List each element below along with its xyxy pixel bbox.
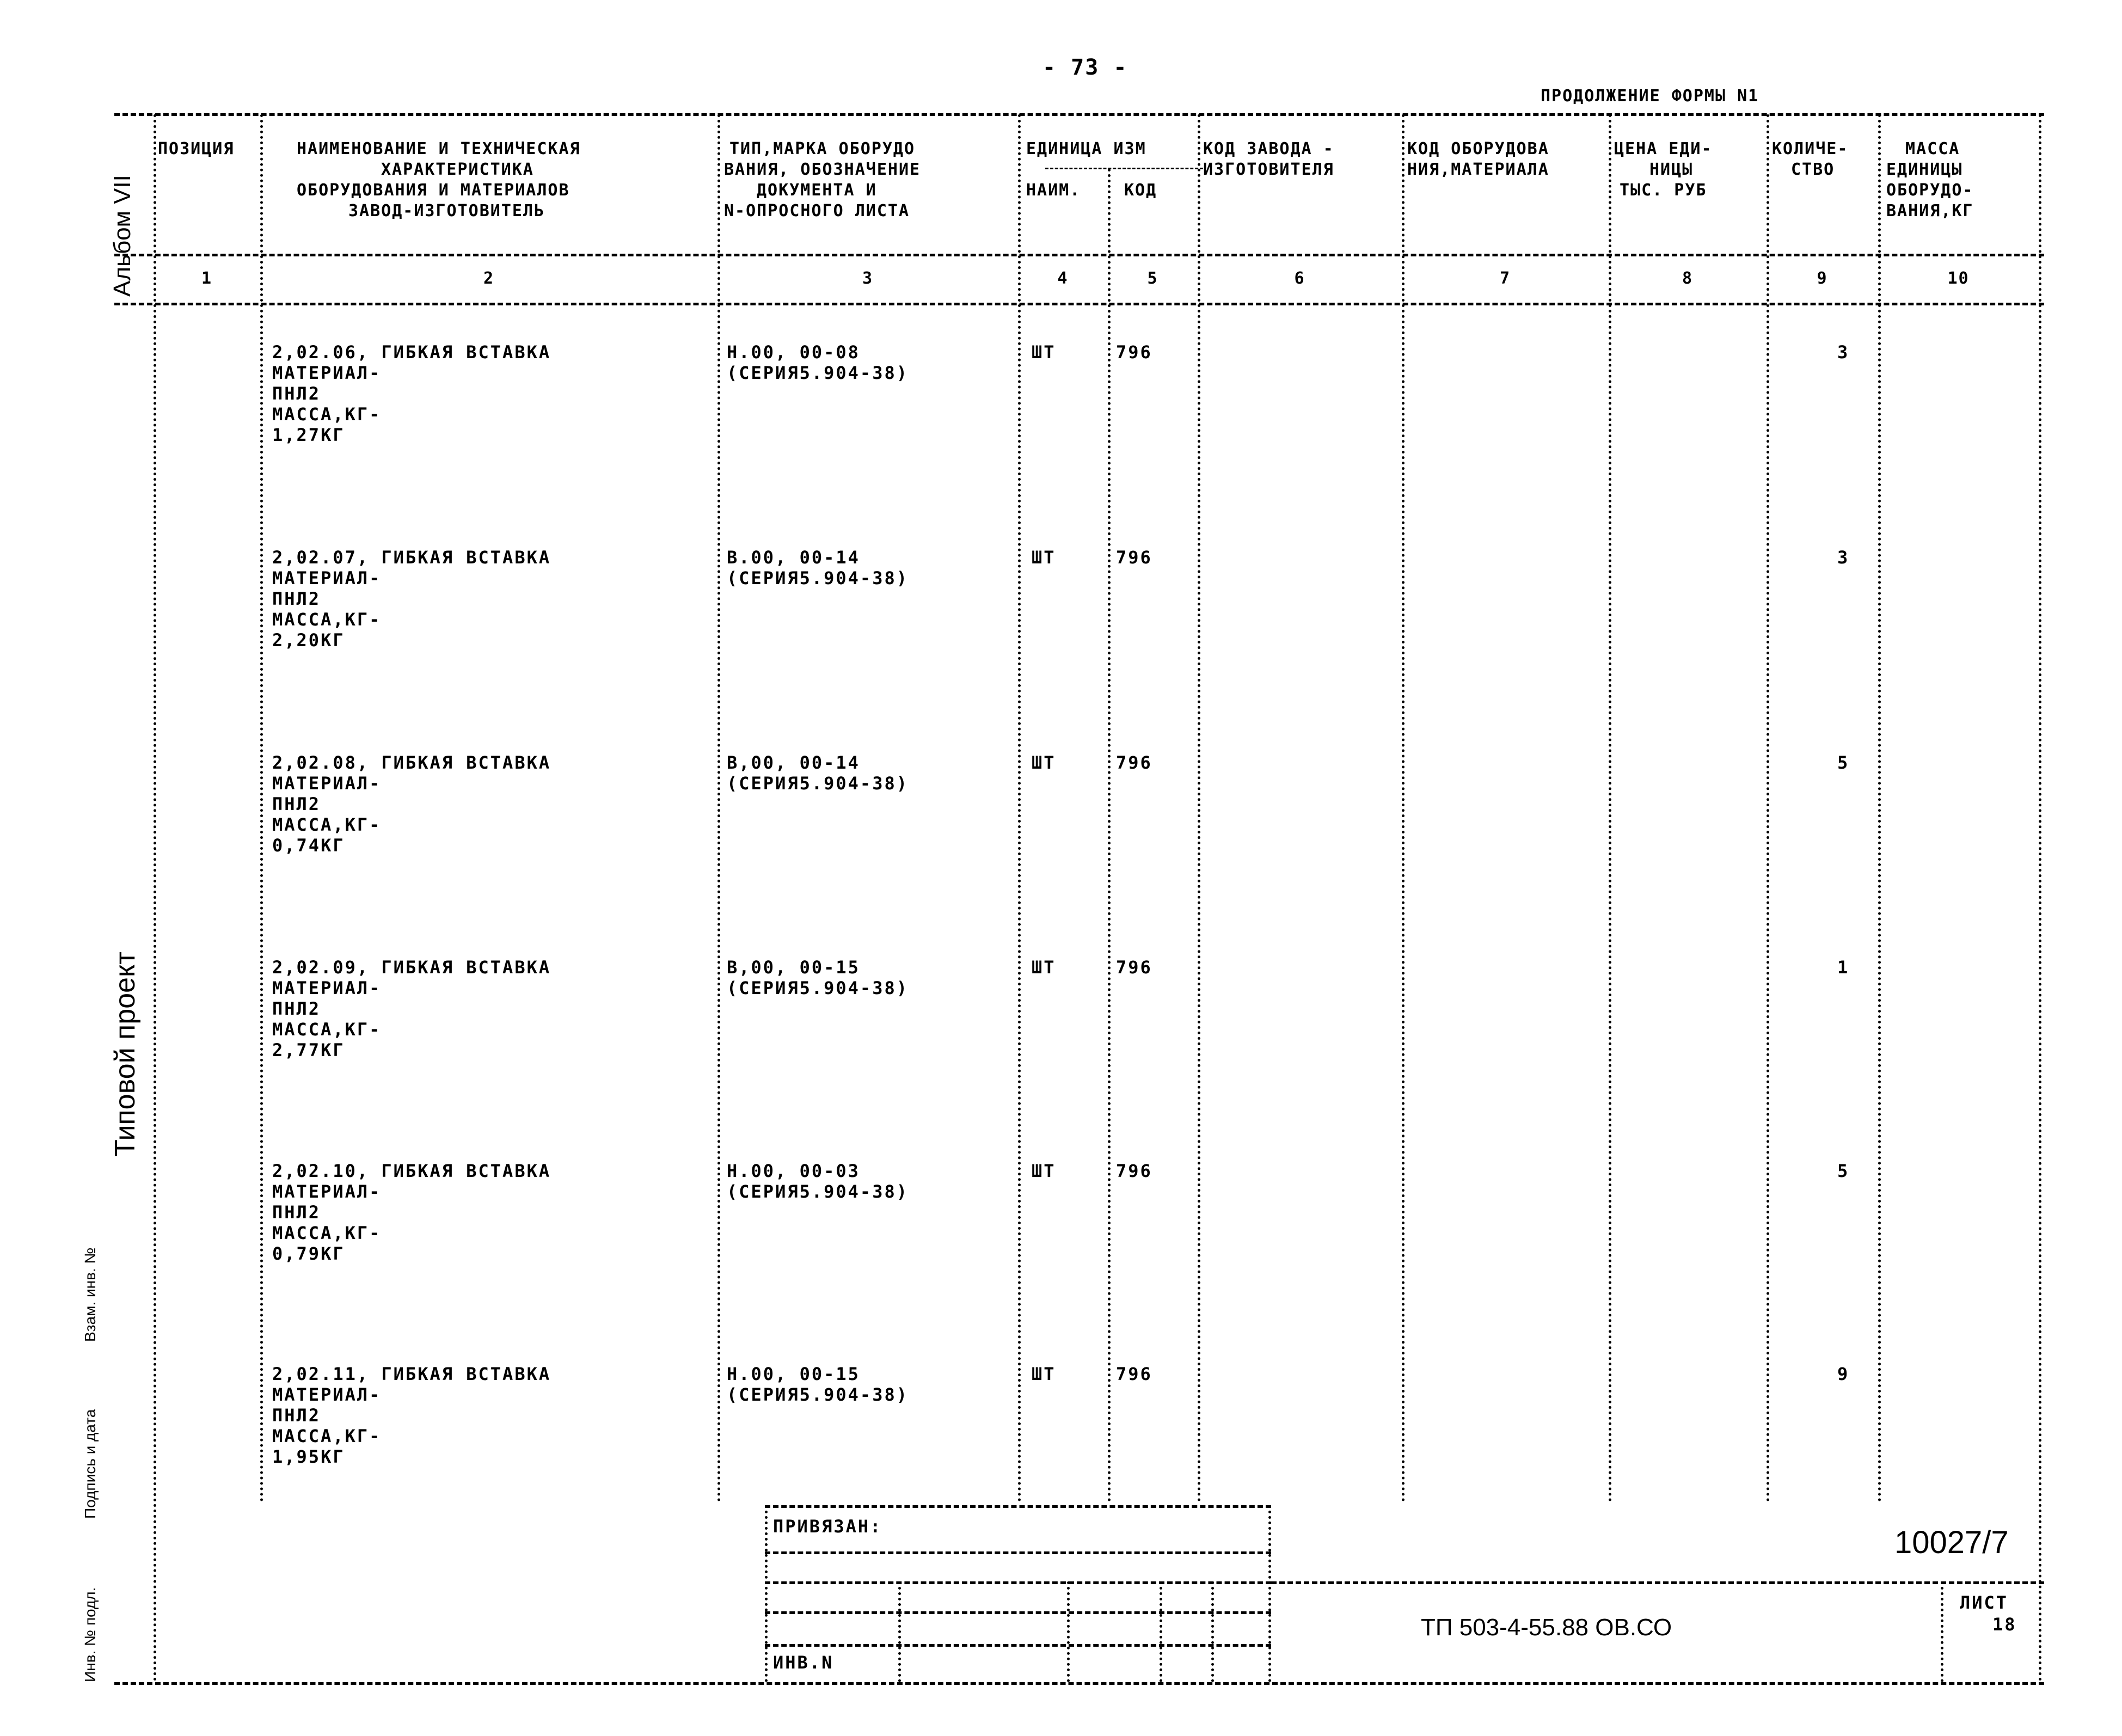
- page-number: - 73 -: [1042, 55, 1128, 80]
- colnum-5: 5: [1147, 269, 1158, 288]
- stamp-rule-4: [765, 1611, 1271, 1614]
- header-type-2: ВАНИЯ, ОБОЗНАЧЕНИЕ: [724, 160, 921, 179]
- rule-bottom: [114, 1682, 2044, 1685]
- stamp-vzam: Взам. инв. №: [82, 1247, 99, 1342]
- document-code: ТП 503-4-55.88 ОВ.СО: [1421, 1614, 1672, 1641]
- handwritten-number: 10027/7: [1894, 1525, 2009, 1560]
- rule-header-bottom: [114, 254, 2044, 256]
- col-sep-4: [1108, 169, 1111, 1502]
- privyazan-label: ПРИВЯЗАН:: [773, 1516, 882, 1537]
- row-name-title: 2,02.10, ГИБКАЯ ВСТАВКА: [272, 1161, 551, 1181]
- row-quantity: 3: [1837, 547, 1850, 568]
- sheet-label: ЛИСТ: [1960, 1592, 2009, 1613]
- row-name-material: МАТЕРИАЛ-: [272, 1384, 382, 1405]
- header-name-2: ХАРАКТЕРИСТИКА: [381, 160, 534, 179]
- stamp-rule-3: [765, 1581, 1271, 1584]
- col-sep-6: [1402, 114, 1405, 1502]
- sheet-number: 18: [1992, 1614, 2017, 1635]
- col-sep-0: [154, 114, 156, 1682]
- row-type-mark: Н.00, 00-08: [727, 342, 860, 363]
- stamp-sep-5: [1211, 1581, 1214, 1682]
- row-name-material: МАТЕРИАЛ-: [272, 568, 382, 588]
- row-type-series: (СЕРИЯ5.904-38): [727, 1181, 909, 1202]
- row-name-title: 2,02.06, ГИБКАЯ ВСТАВКА: [272, 342, 551, 363]
- row-name-mass: МАССА,КГ-: [272, 1426, 382, 1446]
- header-factory-code-1: КОД ЗАВОДА -: [1203, 139, 1334, 158]
- col-sep-9: [1878, 114, 1881, 1502]
- row-type-series: (СЕРИЯ5.904-38): [727, 1384, 909, 1405]
- project-side-label: Типовой проект: [109, 951, 141, 1157]
- header-type-1: ТИП,МАРКА ОБОРУДО: [729, 139, 916, 158]
- row-unit-code: 796: [1116, 342, 1152, 363]
- rule-unit-split: [1045, 168, 1203, 169]
- col-sep-7: [1609, 114, 1611, 1502]
- header-unit-code: КОД: [1124, 181, 1157, 200]
- col-sep-5: [1198, 114, 1200, 1502]
- col-sep-3: [1018, 114, 1021, 1502]
- row-name-title: 2,02.08, ГИБКАЯ ВСТАВКА: [272, 752, 551, 773]
- row-unit-code: 796: [1116, 1161, 1152, 1181]
- header-equipment-code-1: КОД ОБОРУДОВА: [1407, 139, 1549, 158]
- row-name-mass: МАССА,КГ-: [272, 404, 382, 425]
- stamp-sep-6: [1268, 1505, 1271, 1682]
- row-unit: ШТ: [1032, 342, 1056, 363]
- row-unit-code: 796: [1116, 957, 1152, 978]
- row-type-series: (СЕРИЯ5.904-38): [727, 363, 909, 383]
- stamp-rule-2: [765, 1551, 1271, 1554]
- stamp-rule-right: [1271, 1581, 2044, 1584]
- colnum-1: 1: [201, 269, 213, 288]
- rule-colnum-bottom: [114, 303, 2044, 305]
- col-sep-10: [2039, 114, 2041, 1682]
- stamp-podpis: Подпись и дата: [82, 1409, 99, 1519]
- album-side-label: Альбом VII: [109, 175, 136, 297]
- row-name-material-value: ПНЛ2: [272, 794, 321, 814]
- sheet-sep: [1941, 1581, 1943, 1682]
- header-mass-1: МАССА: [1905, 139, 1960, 158]
- header-equipment-code-2: НИЯ,МАТЕРИАЛА: [1407, 160, 1549, 179]
- row-quantity: 1: [1837, 957, 1850, 978]
- header-qty-1: КОЛИЧЕ-: [1772, 139, 1849, 158]
- row-name-mass-value: 2,77КГ: [272, 1040, 345, 1060]
- row-type-series: (СЕРИЯ5.904-38): [727, 568, 909, 588]
- row-unit: ШТ: [1032, 957, 1056, 978]
- row-quantity: 5: [1837, 752, 1850, 773]
- row-name-mass: МАССА,КГ-: [272, 814, 382, 835]
- header-factory-code-2: ИЗГОТОВИТЕЛЯ: [1203, 160, 1334, 179]
- header-mass-3: ОБОРУДО-: [1886, 181, 1974, 200]
- row-name-mass: МАССА,КГ-: [272, 609, 382, 630]
- inv-number-label: ИНВ.N: [773, 1652, 834, 1673]
- row-quantity: 5: [1837, 1161, 1850, 1181]
- continuation-title: ПРОДОЛЖЕНИЕ ФОРМЫ N1: [1541, 87, 1759, 106]
- row-unit-code: 796: [1116, 1364, 1152, 1384]
- stamp-sep-2: [898, 1581, 901, 1682]
- row-name-mass: МАССА,КГ-: [272, 1019, 382, 1040]
- col-sep-1: [260, 114, 263, 1502]
- rule-top: [114, 113, 2044, 116]
- col-sep-2: [717, 114, 720, 1502]
- row-quantity: 3: [1837, 342, 1850, 363]
- row-unit: ШТ: [1032, 752, 1056, 773]
- row-type-mark: Н.00, 00-15: [727, 1364, 860, 1384]
- row-name-material-value: ПНЛ2: [272, 1405, 321, 1426]
- row-name-material: МАТЕРИАЛ-: [272, 773, 382, 794]
- row-name-title: 2,02.07, ГИБКАЯ ВСТАВКА: [272, 547, 551, 568]
- row-name-material-value: ПНЛ2: [272, 588, 321, 609]
- colnum-6: 6: [1294, 269, 1305, 288]
- colnum-9: 9: [1817, 269, 1828, 288]
- row-type-mark: В,00, 00-15: [727, 957, 860, 978]
- stamp-inv-podl: Инв. № подл.: [82, 1587, 99, 1682]
- colnum-10: 10: [1947, 269, 1970, 288]
- header-name-1: НАИМЕНОВАНИЕ И ТЕХНИЧЕСКАЯ: [297, 139, 581, 158]
- row-unit: ШТ: [1032, 1364, 1056, 1384]
- row-type-series: (СЕРИЯ5.904-38): [727, 978, 909, 998]
- stamp-sep-1: [765, 1505, 768, 1682]
- row-unit-code: 796: [1116, 547, 1152, 568]
- row-name-mass-value: 0,74КГ: [272, 835, 345, 856]
- header-position: ПОЗИЦИЯ: [158, 139, 235, 158]
- row-name-mass-value: 1,95КГ: [272, 1446, 345, 1467]
- row-name-mass: МАССА,КГ-: [272, 1223, 382, 1243]
- colnum-3: 3: [862, 269, 874, 288]
- header-price-2: НИЦЫ: [1649, 160, 1694, 179]
- header-name-3: ОБОРУДОВАНИЯ И МАТЕРИАЛОВ: [297, 181, 570, 200]
- row-name-title: 2,02.09, ГИБКАЯ ВСТАВКА: [272, 957, 551, 978]
- row-name-material: МАТЕРИАЛ-: [272, 978, 382, 998]
- header-mass-2: ЕДИНИЦЫ: [1886, 160, 1963, 179]
- row-name-material: МАТЕРИАЛ-: [272, 363, 382, 383]
- row-name-mass-value: 0,79КГ: [272, 1243, 345, 1264]
- header-price-3: ТЫС. РУБ: [1620, 181, 1707, 200]
- stamp-rule-1: [765, 1505, 1271, 1508]
- colnum-7: 7: [1499, 269, 1511, 288]
- header-name-4: ЗАВОД-ИЗГОТОВИТЕЛЬ: [348, 201, 545, 220]
- colnum-4: 4: [1057, 269, 1069, 288]
- col-sep-8: [1767, 114, 1769, 1502]
- row-type-mark: В.00, 00-14: [727, 547, 860, 568]
- row-name-title: 2,02.11, ГИБКАЯ ВСТАВКА: [272, 1364, 551, 1384]
- header-type-3: ДОКУМЕНТА И: [757, 181, 877, 200]
- row-type-series: (СЕРИЯ5.904-38): [727, 773, 909, 794]
- header-qty-2: СТВО: [1791, 160, 1835, 179]
- header-mass-4: ВАНИЯ,КГ: [1886, 201, 1974, 220]
- colnum-2: 2: [483, 269, 495, 288]
- row-name-material-value: ПНЛ2: [272, 1202, 321, 1223]
- row-name-material-value: ПНЛ2: [272, 998, 321, 1019]
- row-name-material: МАТЕРИАЛ-: [272, 1181, 382, 1202]
- row-name-mass-value: 2,20КГ: [272, 630, 345, 651]
- row-type-mark: В,00, 00-14: [727, 752, 860, 773]
- stamp-sep-4: [1160, 1581, 1162, 1682]
- header-price-1: ЦЕНА ЕДИ-: [1614, 139, 1713, 158]
- header-unit-name: НАИМ.: [1026, 181, 1081, 200]
- row-unit-code: 796: [1116, 752, 1152, 773]
- row-name-mass-value: 1,27КГ: [272, 425, 345, 445]
- row-type-mark: Н.00, 00-03: [727, 1161, 860, 1181]
- stamp-sep-3: [1067, 1581, 1070, 1682]
- row-name-material-value: ПНЛ2: [272, 383, 321, 404]
- header-unit: ЕДИНИЦА ИЗМ: [1026, 139, 1146, 158]
- colnum-8: 8: [1682, 269, 1694, 288]
- stamp-rule-5: [765, 1644, 1271, 1647]
- row-unit: ШТ: [1032, 547, 1056, 568]
- row-quantity: 9: [1837, 1364, 1850, 1384]
- header-type-4: N-ОПРОСНОГО ЛИСТА: [724, 201, 910, 220]
- row-unit: ШТ: [1032, 1161, 1056, 1181]
